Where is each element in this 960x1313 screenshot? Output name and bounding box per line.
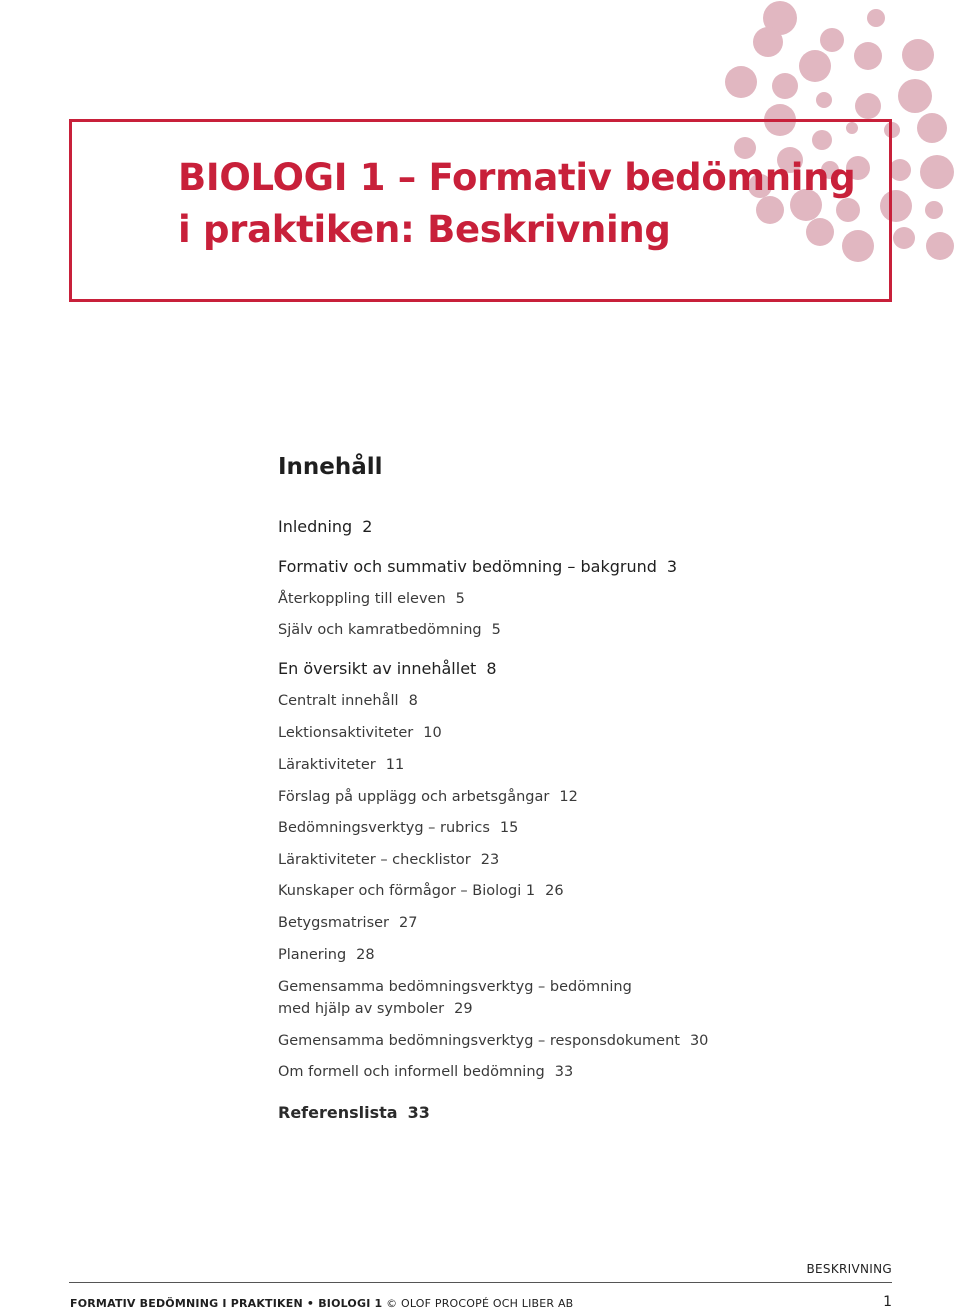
toc-entry[interactable] — [278, 820, 518, 836]
section-label: BESKRIVNING — [806, 1262, 892, 1276]
toc-entry-title: Centralt innehåll — [278, 693, 399, 709]
title-line-2: i praktiken: Beskrivning — [178, 208, 671, 251]
toc-entry-page: 33 — [407, 1103, 430, 1122]
decorative-dot — [917, 113, 947, 143]
toc-entry-title: Lektionsaktiviteter — [278, 725, 414, 741]
toc-entry[interactable] — [278, 591, 465, 607]
toc-entry-page: 8 — [486, 659, 497, 678]
decorative-dot — [920, 155, 954, 189]
document-title — [178, 152, 855, 256]
toc-entry-page: 15 — [499, 820, 519, 836]
toc-entry-page: 3 — [666, 557, 678, 576]
toc-entry[interactable] — [278, 947, 375, 963]
decorative-dot — [816, 92, 832, 108]
footer-credit — [70, 1297, 573, 1310]
toc-entry-title: Betygsmatriser — [278, 915, 390, 931]
toc-entry[interactable] — [278, 659, 497, 678]
toc-entry-title: Förslag på upplägg och arbetsgångar — [278, 789, 550, 805]
toc-entry-title: Formativ och summativ bedömning – bakgrund — [278, 557, 657, 576]
toc-entry[interactable] — [278, 557, 677, 576]
toc-entry-page: 23 — [480, 852, 500, 868]
toc-entry-page: 10 — [423, 725, 442, 741]
decorative-dot — [854, 42, 882, 70]
toc-entry-page: 27 — [399, 915, 418, 931]
toc-entry-page: 5 — [491, 622, 501, 638]
toc-entry-title: Läraktiviteter — [278, 757, 376, 773]
toc-entry-title: Återkoppling till eleven — [278, 591, 446, 607]
toc-entry[interactable] — [278, 757, 404, 773]
toc-entry-title: Bedömningsverktyg – rubrics — [278, 820, 490, 836]
toc-entry-title: Kunskaper och förmågor – Biologi 1 — [278, 883, 536, 899]
toc-entry[interactable] — [278, 693, 418, 709]
toc-entry-page: 2 — [362, 517, 373, 536]
decorative-dot — [820, 28, 844, 52]
decorative-dot — [925, 201, 943, 219]
toc-entry-page: 12 — [559, 789, 578, 805]
decorative-dot — [799, 50, 831, 82]
footer-divider — [69, 1282, 892, 1283]
decorative-dot — [893, 227, 915, 249]
toc-entry[interactable] — [278, 1103, 430, 1122]
decorative-dot — [772, 73, 798, 99]
footer-series: FORMATIV BEDÖMNING I PRAKTIKEN • BIOLOGI 1 — [70, 1297, 383, 1310]
toc-entry[interactable] — [278, 979, 632, 995]
toc-entry-page: 29 — [454, 1001, 473, 1017]
toc-entry-title: Gemensamma bedömningsverktyg – responsdokument — [278, 1033, 680, 1049]
toc-entry-title: Referenslista — [278, 1103, 398, 1122]
toc-entry[interactable] — [278, 1001, 473, 1017]
toc-entry-title: Gemensamma bedömningsverktyg – bedömning — [278, 979, 632, 995]
decorative-dot — [902, 39, 934, 71]
toc-entry-page: 8 — [408, 693, 418, 709]
toc-entry-title: Inledning — [278, 517, 353, 536]
decorative-dot — [753, 27, 783, 57]
toc-heading: Innehåll — [278, 454, 383, 480]
toc-entry[interactable] — [278, 883, 564, 899]
toc-entry-title: Själv och kamratbedömning — [278, 622, 482, 638]
toc-entry[interactable] — [278, 1033, 708, 1049]
decorative-dot — [889, 159, 911, 181]
toc-entry[interactable] — [278, 852, 499, 868]
toc-entry-page: 11 — [385, 757, 405, 773]
decorative-dot — [926, 232, 954, 260]
decorative-dot — [855, 93, 881, 119]
toc-entry[interactable] — [278, 1064, 573, 1080]
toc-entry-page: 33 — [554, 1064, 574, 1080]
decorative-dot — [725, 66, 757, 98]
toc-entry-title: Om formell och informell bedömning — [278, 1064, 545, 1080]
toc-entry-page: 30 — [689, 1033, 709, 1049]
toc-entry[interactable] — [278, 622, 501, 638]
decorative-dot — [898, 79, 932, 113]
toc-entry-title: med hjälp av symboler — [278, 1001, 445, 1017]
toc-entry[interactable] — [278, 517, 372, 536]
toc-entry-title: En översikt av innehållet — [278, 659, 477, 678]
title-box — [69, 119, 892, 302]
decorative-dot — [867, 9, 885, 27]
title-line-1: BIOLOGI 1 – Formativ bedömning — [178, 156, 856, 199]
toc-entry-title: Planering — [278, 947, 347, 963]
page-number: 1 — [883, 1294, 892, 1310]
footer-copyright: © OLOF PROCOPÉ OCH LIBER AB — [382, 1297, 574, 1310]
toc-entry-page: 26 — [545, 883, 564, 899]
toc-entry[interactable] — [278, 915, 417, 931]
toc-entry-page: 28 — [356, 947, 375, 963]
toc-entry-title: Läraktiviteter – checklistor — [278, 852, 471, 868]
toc-entry-page: 5 — [455, 591, 465, 607]
toc-entry[interactable] — [278, 789, 578, 805]
toc-entry[interactable] — [278, 725, 442, 741]
